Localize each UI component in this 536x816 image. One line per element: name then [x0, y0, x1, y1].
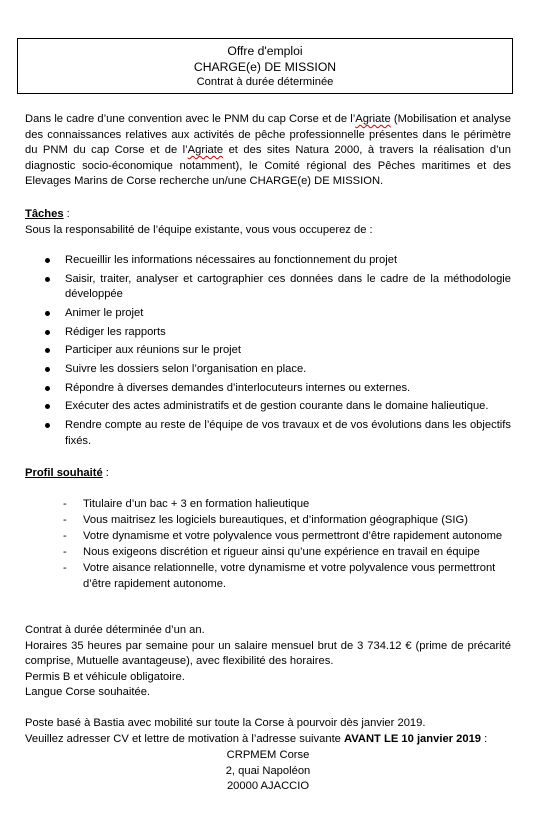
profil-list [25, 497, 511, 593]
address-city: 20000 AJACCIO [226, 780, 310, 792]
taches-item-text: Répondre à diverses demandes d’interlocuteurs internes ou externes. [65, 381, 411, 394]
langue-text: Langue Corse souhaitée. [25, 686, 151, 698]
poste-line-2 [25, 732, 511, 748]
intro-agriate-1: Agriate [355, 113, 391, 125]
bullet-icon [45, 348, 50, 353]
taches-item [25, 306, 511, 322]
address-block [0, 748, 536, 795]
profil-item [25, 561, 511, 592]
bullet-icon [45, 367, 50, 372]
intro-text-2: (Mobilisation et analyse des connaissances relatives aux activités de pêche professionnelle présentes dans le périmètre du PNM du cap Corse et de l’ [25, 113, 511, 156]
intro-text-3: et des sites Natura 2000, à travers la réalisation d’un diagnostic socio-économique notamment), le Comité régional des Pêches maritimes et des Elevages Marins de Corse recherche un/une CHARGE(e) DE MISSION. [25, 144, 511, 187]
taches-item-text: Animer le projet [65, 306, 144, 319]
taches-item [25, 399, 511, 415]
taches-item [25, 343, 511, 359]
taches-item [25, 272, 511, 303]
profil-item [25, 545, 511, 561]
taches-item-text: Rédiger les rapports [65, 325, 166, 338]
poste-line-2-prefix: Veuillez adresser CV et lettre de motivation à l’adresse suivante [25, 732, 345, 745]
taches-item-text: Participer aux réunions sur le projet [65, 344, 241, 357]
bullet-icon [45, 404, 50, 409]
taches-list [25, 253, 511, 452]
taches-section [25, 207, 511, 238]
bullet-icon [45, 330, 50, 335]
taches-item-text: Exécuter des actes administratifs et de gestion courante dans le domaine halieutique. [65, 400, 489, 413]
bullet-icon [45, 258, 50, 263]
taches-item [25, 418, 511, 449]
profil-item-text: Votre aisance relationnelle, votre dynamisme et votre polyvalence vous permettront d’être rapidement autonome. [83, 562, 496, 590]
profil-title: Profil souhaité [25, 467, 103, 479]
poste-line-2-suffix: : [481, 732, 488, 745]
taches-item-text: Rendre compte au reste de l’équipe de vos travaux et de vos évolutions dans les objectifs fixés. [65, 419, 511, 447]
dash-marker: - [63, 498, 67, 510]
title-contrat: Contrat à durée déterminée [196, 76, 334, 88]
taches-item [25, 253, 511, 269]
horaires-text: Horaires 35 heures par semaine pour un salaire mensuel brut de 3 734.12 € (prime de précarité comprise, Mutuelle avantageuse), avec flexibilité des horaires. [25, 639, 511, 667]
conditions-block [25, 623, 511, 701]
title-poste: CHARGE(e) DE MISSION [193, 60, 337, 74]
deadline-text: AVANT LE 10 janvier 2019 [344, 732, 482, 745]
dash-marker: - [63, 514, 67, 526]
bullet-icon [45, 386, 50, 391]
bullet-icon [45, 311, 50, 316]
profil-item-text: Vous maitrisez les logiciels bureautiques, et d’information géographique (SIG) [83, 514, 468, 526]
profil-title-suffix: : [102, 467, 109, 479]
taches-title: Tâches [25, 208, 64, 220]
permis-text: Permis B et véhicule obligatoire. [25, 670, 185, 683]
title-offre: Offre d'emploi [227, 44, 303, 58]
taches-item-text: Saisir, traiter, analyser et cartographier ces données dans le cadre de la méthodologie développée [65, 272, 511, 301]
dash-marker: - [63, 546, 67, 558]
taches-item [25, 325, 511, 341]
profil-item-text: Nous exigeons discrétion et rigueur ainsi qu’une expérience en travail en équipe [83, 546, 480, 558]
taches-item-text: Recueillir les informations nécessaires au fonctionnement du projet [65, 254, 398, 266]
taches-title-suffix: : [63, 208, 70, 220]
bullet-icon [45, 423, 50, 428]
bullet-icon [45, 277, 50, 282]
taches-item [25, 381, 511, 397]
poste-block [25, 716, 511, 747]
profil-item-text: Votre dynamisme et votre polyvalence vous permettront d’être rapidement autonome [83, 530, 503, 542]
address-street: 2, quai Napoléon [225, 764, 311, 777]
taches-item-text: Suivre les dossiers selon l’organisation en place. [65, 362, 307, 375]
intro-text-1: Dans le cadre d’une convention avec le PNM du cap Corse et de l’ [25, 113, 356, 125]
taches-item [25, 362, 511, 378]
dash-marker: - [63, 530, 67, 542]
intro-agriate-2: Agriate [187, 144, 224, 156]
contrat-text: Contrat à durée déterminée d’un an. [25, 624, 205, 636]
taches-subtitle: Sous la responsabilité de l’équipe existante, vous vous occuperez de : [25, 223, 373, 236]
profil-item [25, 497, 511, 513]
dash-marker: - [63, 562, 67, 574]
profil-item-text: Titulaire d’un bac + 3 en formation halieutique [83, 498, 310, 510]
intro-paragraph [25, 112, 511, 190]
profil-section [25, 466, 511, 482]
address-org: CRPMEM Corse [226, 749, 310, 761]
title-box [17, 38, 513, 94]
profil-item [25, 513, 511, 529]
profil-item [25, 529, 511, 545]
poste-line-1: Poste basé à Bastia avec mobilité sur toute la Corse à pourvoir dès janvier 2019. [25, 717, 426, 729]
